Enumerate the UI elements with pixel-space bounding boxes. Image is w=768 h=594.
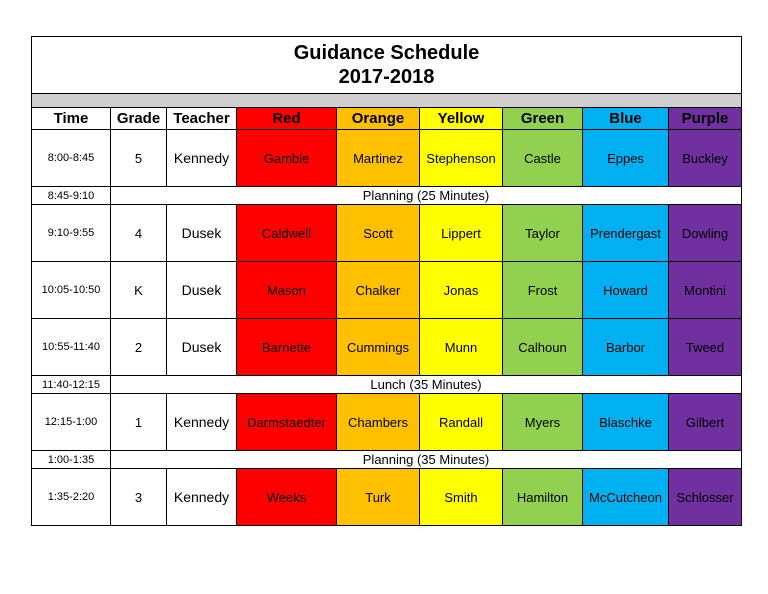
class-cell-yellow: Randall bbox=[420, 394, 503, 451]
class-cell-orange: Chambers bbox=[337, 394, 420, 451]
break-label-cell: Planning (35 Minutes) bbox=[111, 451, 742, 469]
schedule-title: Guidance Schedule bbox=[293, 42, 480, 64]
schedule-year: 2017-2018 bbox=[338, 66, 435, 88]
schedule-row bbox=[32, 205, 742, 262]
class-cell-green: Calhoun bbox=[503, 319, 583, 376]
time-cell: 10:55-11:40 bbox=[32, 319, 111, 376]
schedule-row bbox=[32, 394, 742, 451]
header-blue: Blue bbox=[583, 108, 669, 130]
class-cell-red: Barnette bbox=[237, 319, 337, 376]
class-cell-blue: Blaschke bbox=[583, 394, 669, 451]
class-cell-red: Gamble bbox=[237, 130, 337, 187]
header-teacher: Teacher bbox=[167, 108, 237, 130]
break-row bbox=[32, 376, 742, 394]
break-row bbox=[32, 451, 742, 469]
teacher-cell: Dusek bbox=[167, 262, 237, 319]
class-cell-orange: Scott bbox=[337, 205, 420, 262]
class-cell-purple: Dowling bbox=[669, 205, 742, 262]
class-cell-yellow: Jonas bbox=[420, 262, 503, 319]
schedule-row bbox=[32, 262, 742, 319]
class-cell-purple: Tweed bbox=[669, 319, 742, 376]
teacher-cell: Kennedy bbox=[167, 394, 237, 451]
header-yellow: Yellow bbox=[420, 108, 503, 130]
header-red: Red bbox=[237, 108, 337, 130]
class-cell-red: Weeks bbox=[237, 469, 337, 526]
grade-cell: 2 bbox=[111, 319, 167, 376]
class-cell-green: Hamilton bbox=[503, 469, 583, 526]
class-cell-blue: Howard bbox=[583, 262, 669, 319]
class-cell-red: Darmstaedter bbox=[237, 394, 337, 451]
class-cell-blue: Prendergast bbox=[583, 205, 669, 262]
teacher-cell: Dusek bbox=[167, 205, 237, 262]
header-grade: Grade bbox=[111, 108, 167, 130]
class-cell-yellow: Stephenson bbox=[420, 130, 503, 187]
header-row bbox=[32, 108, 742, 130]
time-cell: 8:45-9:10 bbox=[32, 187, 111, 205]
schedule-row bbox=[32, 130, 742, 187]
grade-cell: 4 bbox=[111, 205, 167, 262]
grade-cell: 1 bbox=[111, 394, 167, 451]
class-cell-orange: Martinez bbox=[337, 130, 420, 187]
grade-cell: K bbox=[111, 262, 167, 319]
class-cell-orange: Turk bbox=[337, 469, 420, 526]
class-cell-red: Mason bbox=[237, 262, 337, 319]
teacher-cell: Dusek bbox=[167, 319, 237, 376]
schedule-row bbox=[32, 469, 742, 526]
class-cell-blue: McCutcheon bbox=[583, 469, 669, 526]
class-cell-purple: Buckley bbox=[669, 130, 742, 187]
break-label-cell: Lunch (35 Minutes) bbox=[111, 376, 742, 394]
class-cell-orange: Chalker bbox=[337, 262, 420, 319]
class-cell-orange: Cummings bbox=[337, 319, 420, 376]
header-green: Green bbox=[503, 108, 583, 130]
header-purple: Purple bbox=[669, 108, 742, 130]
time-cell: 1:35-2:20 bbox=[32, 469, 111, 526]
guidance-schedule-table bbox=[31, 36, 742, 526]
class-cell-green: Myers bbox=[503, 394, 583, 451]
break-label-cell: Planning (25 Minutes) bbox=[111, 187, 742, 205]
teacher-cell: Kennedy bbox=[167, 130, 237, 187]
grade-cell: 5 bbox=[111, 130, 167, 187]
class-cell-red: Caldwell bbox=[237, 205, 337, 262]
break-row bbox=[32, 187, 742, 205]
class-cell-purple: Schlosser bbox=[669, 469, 742, 526]
class-cell-blue: Barbor bbox=[583, 319, 669, 376]
header-time: Time bbox=[32, 108, 111, 130]
class-cell-green: Taylor bbox=[503, 205, 583, 262]
schedule-title-cell bbox=[32, 37, 742, 94]
class-cell-yellow: Smith bbox=[420, 469, 503, 526]
time-cell: 8:00-8:45 bbox=[32, 130, 111, 187]
class-cell-green: Castle bbox=[503, 130, 583, 187]
teacher-cell: Kennedy bbox=[167, 469, 237, 526]
gray-separator-row bbox=[32, 94, 742, 108]
header-orange: Orange bbox=[337, 108, 420, 130]
class-cell-yellow: Munn bbox=[420, 319, 503, 376]
time-cell: 1:00-1:35 bbox=[32, 451, 111, 469]
schedule-row bbox=[32, 319, 742, 376]
time-cell: 9:10-9:55 bbox=[32, 205, 111, 262]
class-cell-yellow: Lippert bbox=[420, 205, 503, 262]
time-cell: 11:40-12:15 bbox=[32, 376, 111, 394]
time-cell: 10:05-10:50 bbox=[32, 262, 111, 319]
class-cell-purple: Montini bbox=[669, 262, 742, 319]
grade-cell: 3 bbox=[111, 469, 167, 526]
class-cell-green: Frost bbox=[503, 262, 583, 319]
class-cell-purple: Gilbert bbox=[669, 394, 742, 451]
class-cell-blue: Eppes bbox=[583, 130, 669, 187]
time-cell: 12:15-1:00 bbox=[32, 394, 111, 451]
